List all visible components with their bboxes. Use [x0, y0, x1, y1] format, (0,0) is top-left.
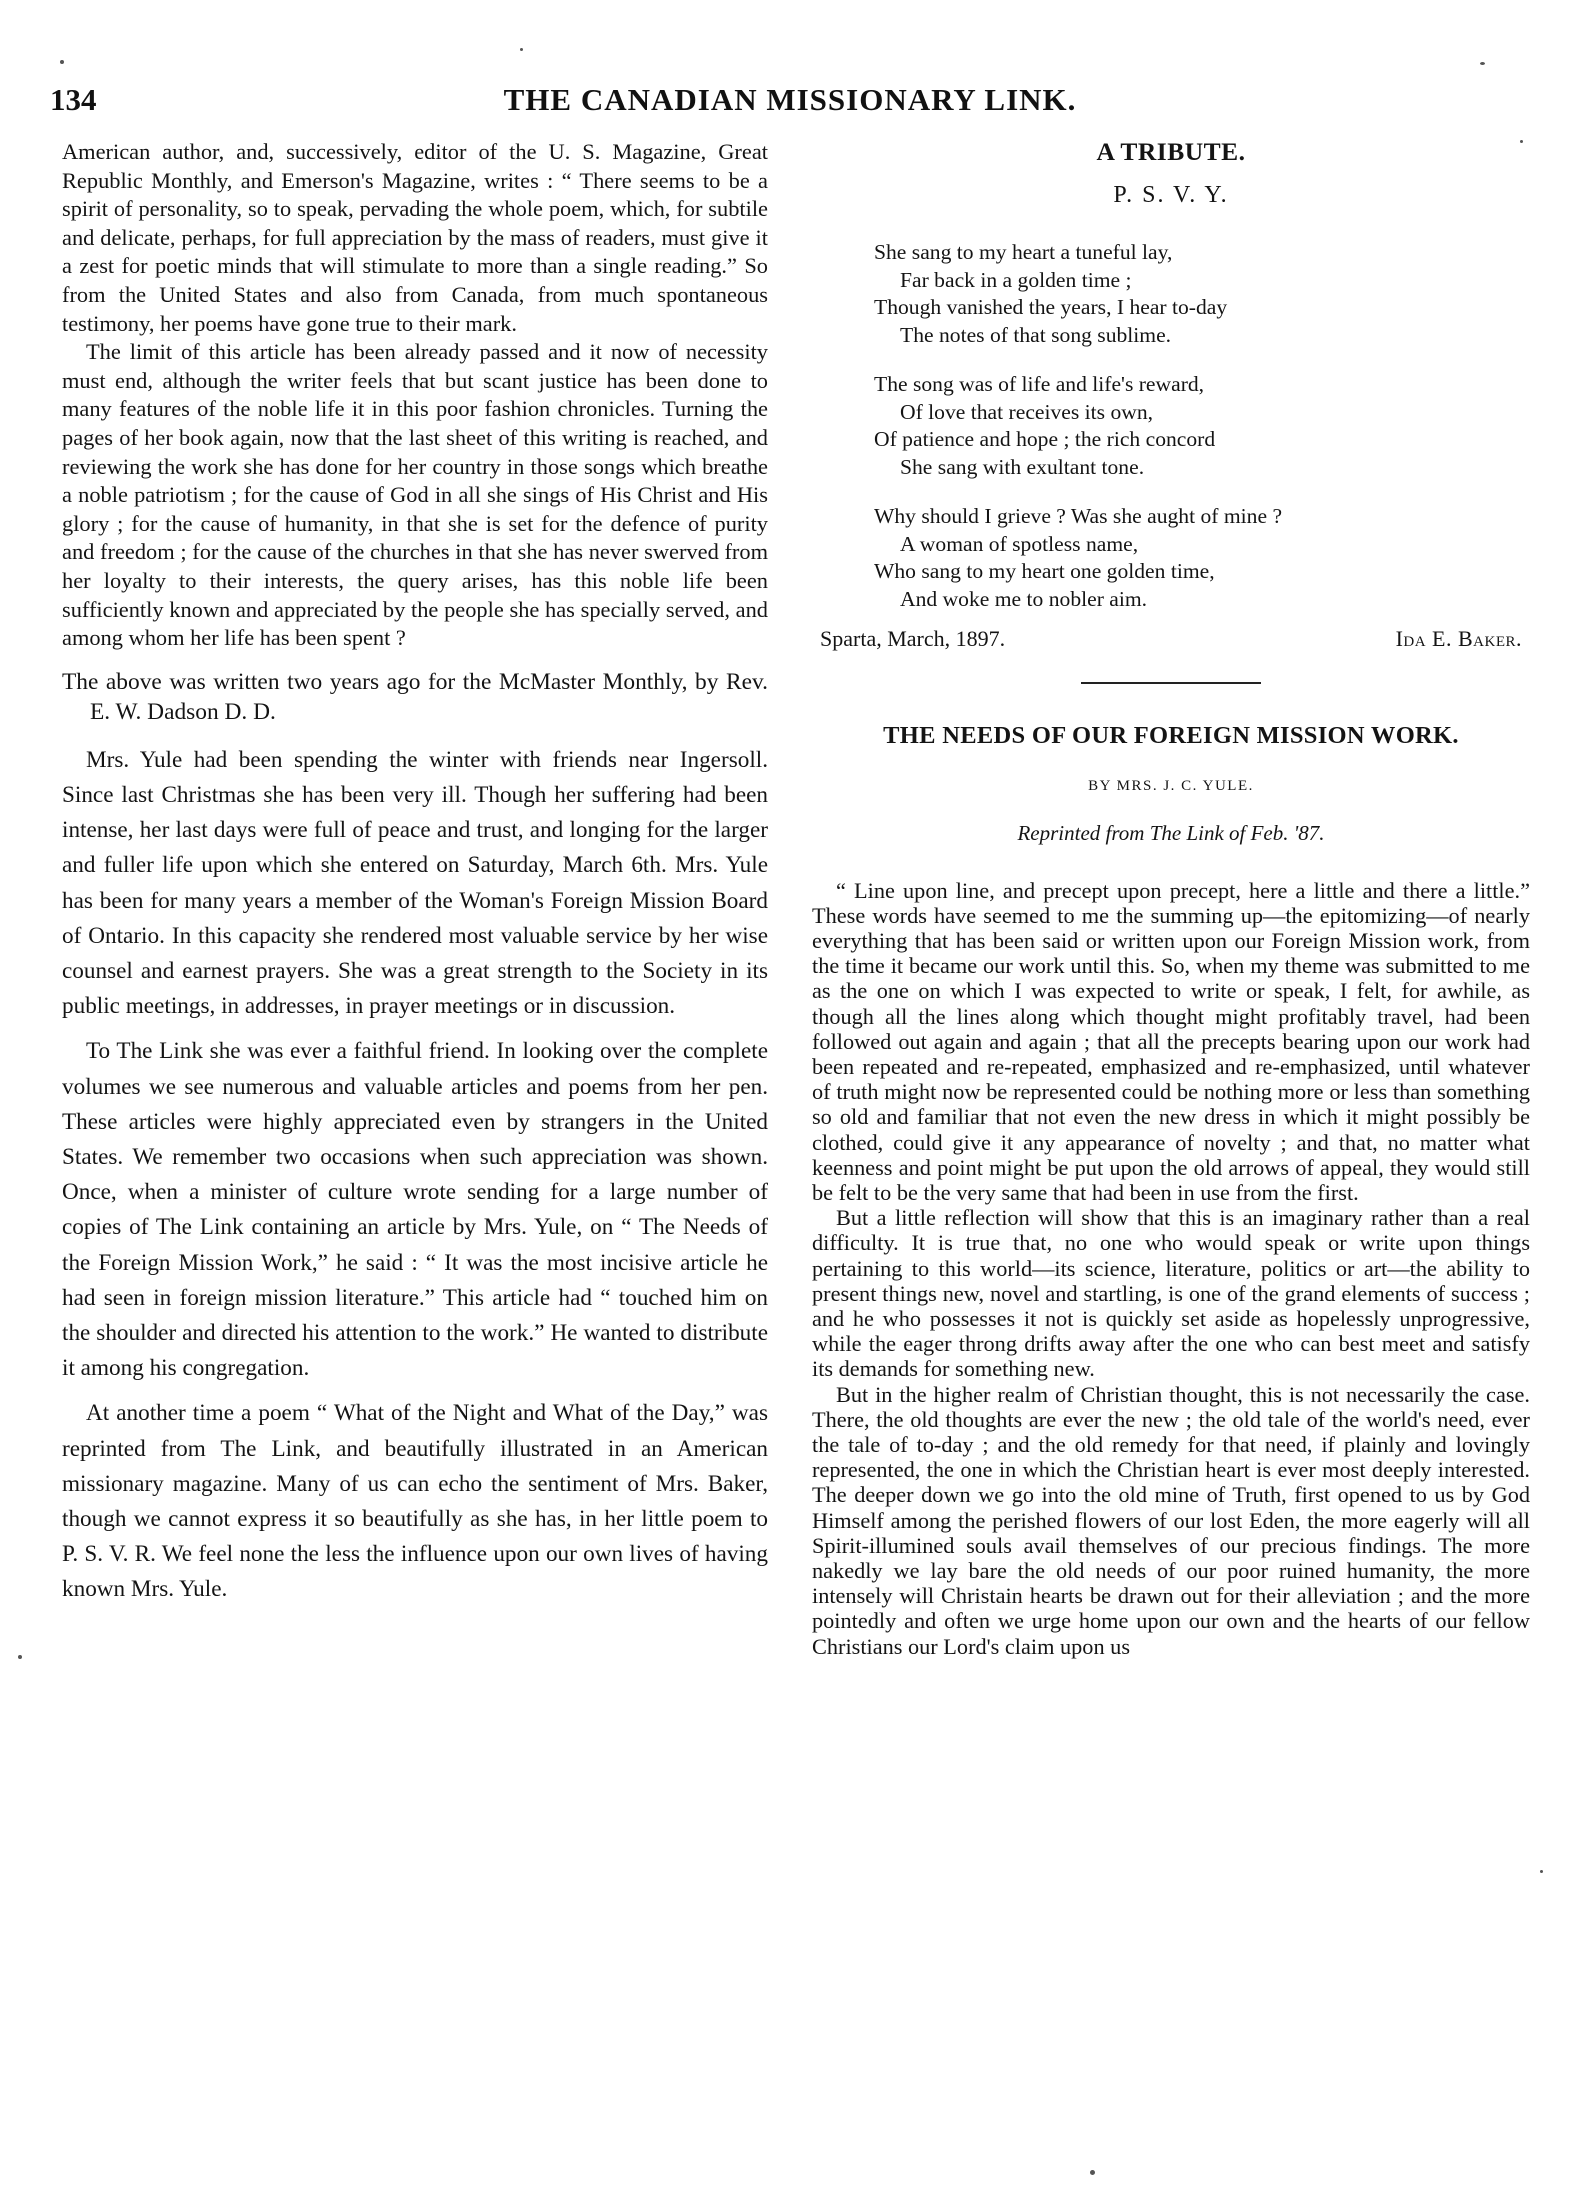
running-title: THE CANADIAN MISSIONARY LINK.	[503, 82, 1077, 117]
article-paragraph: But in the higher realm of Christian thought, this is not necessarily the case. There, the old thoughts are ever the new ; the old tale of the world's need, ever the tale of to-day ; and the old remedy for that need, if plainly and lovingly represented, the one in which the Christian heart is ever most deeply interested. The deeper down we go into the old mine of Truth, first opened to us by God Himself among the perished flowers of our lost Eden, the more eagerly will all Spirit-illumined souls avail themselves of our precious findings. The more nakedly we lay bare the old needs of our poor ruined humanity, the more intensely will Christain hearts be drawn out for their alleviation ; and the more pointedly and often we urge home upon our own and the hearts of our fellow Christians our Lord's claim upon us	[812, 1381, 1530, 1659]
tribute-title: A TRIBUTE.	[1096, 137, 1246, 166]
poem-stanza	[874, 503, 1530, 613]
scan-speck	[1540, 1870, 1543, 1873]
poem-line: She sang with exultant tone.	[900, 454, 1145, 479]
obituary-section	[62, 743, 768, 1608]
poem-line: She sang to my heart a tuneful lay,	[874, 240, 1173, 265]
scan-speck	[520, 48, 523, 51]
obituary-paragraph: Mrs. Yule had been spending the winter with friends near Ingersoll. Since last Christmas she has been very ill. Though her suffering had been intense, her last days were full of peace and trust, and longing for the larger and fuller life upon which she entered on Saturday, March 6th. Mrs. Yule has been for many years a member of the Woman's Foreign Mission Board of Ontario. In this capacity she rendered most valuable service by her wise counsel and earnest prayers. She was a great strength to the Society in its public meetings, in addresses, in prayer meetings or in discussion.	[62, 746, 768, 1020]
poem-author: Ida E. Baker.	[1395, 626, 1522, 652]
poem-stanza	[874, 239, 1530, 349]
scan-speck	[18, 1655, 22, 1659]
tribute-dedication: P. S. V. Y.	[1113, 181, 1229, 208]
reprint-note: Reprinted from The Link of Feb. '87.	[1017, 820, 1325, 845]
obituary-paragraph: To The Link she was ever a faithful friend. In looking over the complete volumes we see numerous and valuable articles and poems from her pen. These articles were highly appreciated even by strangers in the United States. We remember two occasions when such appreciation was shown. Once, when a minister of culture wrote sending for a large number of copies of The Link containing an article by Mrs. Yule, on “ The Needs of the Foreign Mission Work,” he said : “ It was the most incisive article he had seen in foreign mission literature.” This article had “ touched him on the shoulder and directed his attention to the work.” He wanted to distribute it among his congregation.	[62, 1038, 768, 1382]
article-title: THE NEEDS OF OUR FOREIGN MISSION WORK.	[883, 721, 1459, 749]
article-byline: BY MRS. J. C. YULE.	[1088, 778, 1254, 795]
left-column	[62, 138, 768, 1608]
right-column	[812, 138, 1530, 1659]
limit-paragraph: The limit of this article has been already passed and it now of necessity must end, although the writer feels that but scant justice has been done to many features of the noble life it in this poor fashion chronicles. Turning the pages of her book again, now that the last sheet of this writing is reached, and reviewing the work she has done for her country in those songs which breathe a noble patriotism ; for the cause of God in all she sings of His Christ and His glory ; for the cause of humanity, in that she is set for the defence of purity and freedom ; for the cause of the churches in that she has never swerved from her loyalty to their interests, the query arises, has this noble life been sufficiently known and appreciated by the people she has specially served, and among whom her life has been spent ?	[62, 339, 768, 651]
poem-line: The song was of life and life's reward,	[874, 372, 1205, 397]
obituary-paragraph: At another time a poem “ What of the Night and What of the Day,” was reprinted from The Link, and beautifully illustrated in an American missionary magazine. Many of us can echo the sentiment of Mrs. Baker, though we cannot express it so beautifully as she has, in her little poem to P. S. V. R. We feel none the less the influence upon our own lives of having known Mrs. Yule.	[62, 1400, 768, 1603]
poem-line: Who sang to my heart one golden time,	[874, 559, 1215, 584]
scan-speck	[60, 60, 64, 64]
section-divider	[1081, 682, 1261, 684]
poem-line: Far back in a golden time ;	[900, 267, 1132, 292]
poem-line: The notes of that song sublime.	[900, 322, 1172, 347]
poem-line: A woman of spotless name,	[900, 531, 1139, 556]
place-date: Sparta, March, 1897.	[820, 626, 1006, 652]
page-header	[50, 82, 1530, 126]
authorship-note: The above was written two years ago for the McMaster Monthly, by Rev. E. W. Dadson D. D.	[62, 668, 768, 725]
article-paragraph: “ Line upon line, and precept upon precept, here a little and there a little.” These words have seemed to me the summing up—the epitomizing—of nearly everything that has been said or written upon our Foreign Mission work, from the time it became our work until this. So, when my theme was submitted to me as the one on which I was expected to write or speak, I felt, for awhile, as though all the lines along which thought might profitably travel, had been followed out again and again ; that all the precepts bearing upon our work had been repeated and re-repeated, emphasized and re-emphasized, until whatever of truth might now be represented could be nothing more or less than something so old and familiar that not even the new dress in which it might possibly be clothed, could give it any appearance of novelty ; and that, no matter what keenness and point might be put upon the old arrows of appeal, they would still be felt to be the very same that had been in use from the first.	[812, 877, 1530, 1205]
scan-speck	[1090, 2170, 1095, 2175]
poem-line: Why should I grieve ? Was she aught of mine ?	[874, 504, 1283, 529]
scan-speck	[1480, 62, 1485, 65]
poem-line: Of love that receives its own,	[900, 399, 1154, 424]
article-body	[812, 878, 1530, 1659]
tribute-poem	[874, 239, 1530, 613]
tribute-signature	[812, 625, 1530, 654]
page-number: 134	[50, 82, 97, 117]
poem-line: Though vanished the years, I hear to-day	[874, 295, 1228, 320]
continuation-paragraph: American author, and, successively, editor of the U. S. Magazine, Great Republic Monthly, and Emerson's Magazine, writes : “ There seems to be a spirit of personality, so to speak, pervading the whole poem, which, for subtile and delicate, perhaps, for full appreciation by the mass of readers, must give it a zest for poetic minds that will stimulate to more than a single reading.” So from the United States and also from Canada, from much spontaneous testimony, her poems have gone true to their mark.	[62, 139, 768, 336]
article-paragraph: But a little reflection will show that this is an imaginary rather than a real difficulty. It is true that, no one who would speak or write upon things pertaining to this world—its science, literature, politics or art—the ability to present things new, novel and startling, is one of the grand elements of success ; and he who possesses it not is quickly set aside as hopelessly unprogressive, while the eager throng drifts away after the one who can best meet and satisfy its demands for something new.	[812, 1205, 1530, 1382]
poem-line: Of patience and hope ; the rich concord	[874, 427, 1216, 452]
poem-line: And woke me to nobler aim.	[900, 586, 1148, 611]
poem-stanza	[874, 371, 1530, 481]
scan-speck	[1520, 140, 1523, 143]
